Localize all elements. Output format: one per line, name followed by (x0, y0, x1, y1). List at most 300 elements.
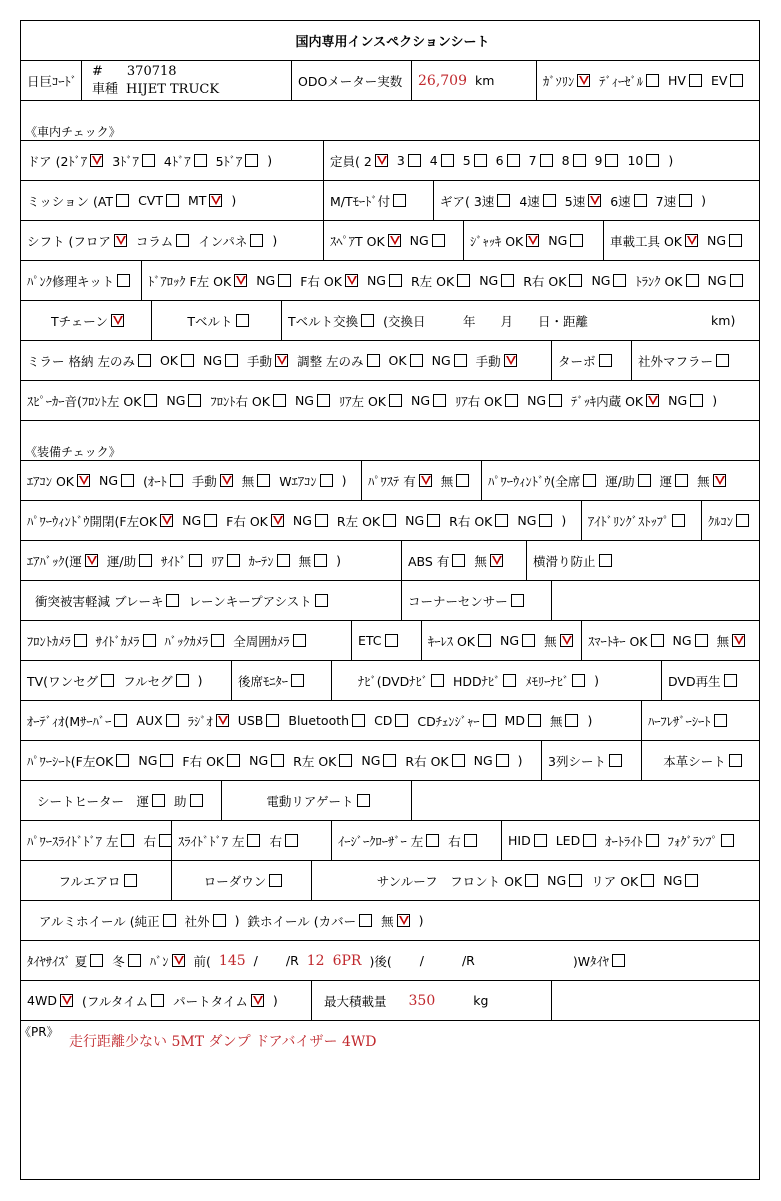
etc (351, 621, 421, 660)
checked-checkbox[interactable] (732, 634, 745, 647)
label: 370718 (126, 63, 177, 79)
label: NG (707, 233, 727, 248)
label: Tベルト交換 (288, 313, 359, 329)
checkbox[interactable] (464, 834, 477, 847)
checkbox[interactable] (121, 834, 134, 847)
checkbox[interactable] (188, 394, 201, 407)
label: (ｵｰﾄ (143, 473, 167, 489)
label: ﾒﾓﾘｰﾅﾋﾞ (525, 673, 570, 689)
checked-checkbox[interactable] (526, 234, 539, 247)
checkbox[interactable] (426, 834, 439, 847)
checkbox[interactable] (583, 834, 596, 847)
checkbox[interactable] (474, 154, 487, 167)
label: ｷｰﾚｽ OK (428, 633, 476, 649)
label: 運/助 (106, 553, 137, 569)
checkbox[interactable] (695, 634, 708, 647)
label: ｽﾍﾟｱT OK (330, 233, 385, 249)
checkbox[interactable] (227, 754, 240, 767)
label: 社外 (184, 913, 210, 929)
checkbox[interactable] (686, 274, 699, 287)
checked-checkbox[interactable] (419, 474, 432, 487)
checkbox[interactable] (116, 194, 129, 207)
checkbox[interactable] (456, 474, 469, 487)
label: NG (500, 633, 520, 648)
label: ｸﾙｺﾝ (708, 513, 734, 529)
checkbox[interactable] (367, 354, 380, 367)
label: ) (272, 993, 278, 1008)
checkbox[interactable] (257, 474, 270, 487)
label: /R (285, 953, 299, 968)
checkbox[interactable] (144, 394, 157, 407)
checkbox[interactable] (569, 874, 582, 887)
checkbox[interactable] (314, 554, 327, 567)
checkbox[interactable] (432, 234, 445, 247)
checkbox[interactable] (359, 914, 372, 927)
checkbox[interactable] (194, 154, 207, 167)
sheet-row (21, 421, 759, 461)
checkbox[interactable] (729, 234, 742, 247)
cruise-control (701, 501, 760, 540)
checkbox[interactable] (457, 274, 470, 287)
checkbox[interactable] (189, 554, 202, 567)
label: NG (182, 513, 202, 528)
checkbox[interactable] (101, 674, 114, 687)
checked-checkbox[interactable] (345, 274, 358, 287)
checkbox[interactable] (269, 874, 282, 887)
checkbox[interactable] (211, 634, 224, 647)
label: ターボ (558, 353, 596, 369)
checked-checkbox[interactable] (216, 714, 229, 727)
corner-sensor (401, 581, 551, 620)
checkbox[interactable] (166, 594, 179, 607)
checkbox[interactable] (361, 314, 374, 327)
checked-checkbox[interactable] (172, 954, 185, 967)
checkbox[interactable] (534, 834, 547, 847)
checkbox[interactable] (539, 514, 552, 527)
checkbox[interactable] (357, 794, 370, 807)
checkbox[interactable] (454, 354, 467, 367)
checkbox[interactable] (672, 514, 685, 527)
label: パートタイム (173, 993, 248, 1009)
checkbox[interactable] (441, 154, 454, 167)
checked-checkbox[interactable] (713, 474, 726, 487)
label: ) (272, 233, 278, 248)
checkbox[interactable] (190, 794, 203, 807)
label: ) (336, 553, 342, 568)
sheet-row (21, 61, 759, 101)
checkbox[interactable] (151, 994, 164, 1007)
checkbox[interactable] (383, 514, 396, 527)
label: ミッション (AT (27, 193, 114, 209)
checkbox[interactable] (121, 474, 134, 487)
label: ﾃﾞｨｰｾﾞﾙ (599, 73, 644, 89)
checkbox[interactable] (170, 474, 183, 487)
checked-checkbox[interactable] (160, 514, 173, 527)
checked-checkbox[interactable] (220, 474, 233, 487)
label: ) (594, 673, 600, 688)
checkbox[interactable] (730, 74, 743, 87)
timing-belt (151, 301, 281, 340)
checkbox[interactable] (483, 714, 496, 727)
label: F右 OK (300, 273, 342, 289)
sheet-row (21, 21, 759, 61)
label: ｱｲﾄﾞﾘﾝｸﾞｽﾄｯﾌﾟ (588, 513, 670, 529)
checkbox[interactable] (497, 194, 510, 207)
label: ﾊﾞﾝ (149, 953, 169, 969)
checkbox[interactable] (339, 754, 352, 767)
checkbox[interactable] (613, 274, 626, 287)
label: 横滑り防止 (533, 553, 596, 569)
checkbox[interactable] (90, 954, 103, 967)
checked-checkbox[interactable] (271, 514, 284, 527)
label: NG (473, 753, 493, 768)
checkbox[interactable] (570, 234, 583, 247)
sheet-row (21, 501, 759, 541)
label: 無 (440, 473, 454, 489)
checkbox[interactable] (213, 914, 226, 927)
checkbox[interactable] (501, 274, 514, 287)
checkbox[interactable] (143, 634, 156, 647)
checkbox[interactable] (634, 194, 647, 207)
label: フルセグ (123, 673, 173, 689)
checked-checkbox[interactable] (577, 74, 590, 87)
label: ﾌｫｸﾞﾗﾝﾌﾟ (667, 833, 718, 849)
label: インパネ (198, 233, 248, 249)
checkbox[interactable] (166, 194, 179, 207)
label: MT (188, 193, 207, 208)
checkbox[interactable] (599, 554, 612, 567)
label: ﾊﾟﾜｰｽﾗｲﾄﾞﾄﾞｱ 左 (27, 833, 119, 849)
checkbox[interactable] (543, 194, 556, 207)
label: ) (668, 153, 674, 168)
label: 手動 (247, 353, 273, 369)
checkbox[interactable] (505, 394, 518, 407)
label: ﾌﾛﾝﾄ右 OK (210, 393, 270, 409)
label: ﾅﾋﾞ(DVDﾅﾋﾞ (358, 673, 428, 689)
label: ｽﾏｰﾄｷｰ OK (588, 633, 648, 649)
checkbox[interactable] (410, 354, 423, 367)
label: NG (138, 753, 158, 768)
checkbox[interactable] (159, 834, 171, 847)
label: NG (548, 233, 568, 248)
checkbox[interactable] (278, 274, 291, 287)
checked-checkbox[interactable] (560, 634, 573, 647)
label: シートヒーター 運 (37, 793, 150, 809)
checked-checkbox[interactable] (490, 554, 503, 567)
abs (401, 541, 526, 580)
label: 車種 (92, 81, 119, 97)
tools (603, 221, 760, 260)
checkbox[interactable] (317, 394, 330, 407)
checkbox[interactable] (528, 714, 541, 727)
checked-checkbox[interactable] (375, 154, 388, 167)
third-row (541, 741, 641, 780)
checkbox[interactable] (583, 474, 596, 487)
checkbox[interactable] (495, 514, 508, 527)
label: 日巨ｺｰﾄﾞ (27, 73, 78, 89)
checkbox[interactable] (285, 834, 298, 847)
label: 8 (561, 153, 570, 168)
half-leather (641, 701, 760, 740)
label: 電動リアゲート (266, 793, 354, 809)
checked-checkbox[interactable] (504, 354, 517, 367)
checkbox[interactable] (266, 714, 279, 727)
label: ﾘｱ (211, 553, 224, 569)
checked-checkbox[interactable] (234, 274, 247, 287)
label: 調整 左のみ (297, 353, 364, 369)
label: ODOメーター実数 (298, 73, 403, 89)
checked-checkbox[interactable] (251, 994, 264, 1007)
label: リア OK (591, 873, 639, 889)
label: コーナーセンサー (408, 593, 508, 609)
checkbox[interactable] (389, 274, 402, 287)
sheet-row (21, 701, 759, 741)
label: NG (292, 513, 312, 528)
checkbox[interactable] (736, 514, 749, 527)
checkbox[interactable] (714, 714, 727, 727)
label: ｶﾞｿﾘﾝ (543, 73, 575, 89)
label: ) (234, 913, 240, 928)
label: 衝突被害軽減 ブレーキ (35, 593, 164, 609)
odo-label (291, 61, 411, 100)
checkbox[interactable] (247, 834, 260, 847)
checkbox[interactable] (511, 594, 524, 607)
checkbox[interactable] (565, 714, 578, 727)
checkbox[interactable] (612, 954, 625, 967)
checkbox[interactable] (389, 394, 402, 407)
label: シフト (フロア (27, 233, 111, 249)
checkbox[interactable] (507, 154, 520, 167)
checkbox[interactable] (160, 754, 173, 767)
label: ﾃﾞｯｷ内蔵 OK (571, 393, 644, 409)
label: ｽﾗｲﾄﾞﾄﾞｱ 左 (178, 833, 245, 849)
checkbox[interactable] (605, 154, 618, 167)
label: NG (663, 873, 683, 888)
label: ﾗｼﾞｵ (187, 713, 213, 729)
label: NG (479, 273, 499, 288)
checkbox[interactable] (142, 154, 155, 167)
checkbox[interactable] (236, 314, 249, 327)
checked-checkbox[interactable] (60, 994, 73, 1007)
label: ) (197, 673, 203, 688)
checkbox[interactable] (721, 834, 734, 847)
checkbox[interactable] (599, 354, 612, 367)
blank (411, 781, 760, 820)
sheet-row (21, 941, 759, 981)
checked-checkbox[interactable] (77, 474, 90, 487)
checkbox[interactable] (293, 634, 306, 647)
checkbox[interactable] (452, 754, 465, 767)
checkbox[interactable] (124, 874, 137, 887)
checkbox[interactable] (675, 474, 688, 487)
checkbox[interactable] (540, 154, 553, 167)
checkbox[interactable] (291, 674, 304, 687)
mt-mode (323, 181, 433, 220)
label: 3ﾄﾞｱ (112, 153, 139, 169)
label: 7 (528, 153, 537, 168)
easy-closer (331, 821, 501, 860)
checkbox[interactable] (408, 154, 421, 167)
checkbox[interactable] (522, 634, 535, 647)
mirror (21, 341, 551, 380)
checked-checkbox[interactable] (397, 914, 410, 927)
checked-checkbox[interactable] (388, 234, 401, 247)
checkbox[interactable] (641, 874, 654, 887)
door-lock (141, 261, 760, 300)
label: 国内専用インスペクションシート (295, 35, 490, 50)
full-aero (21, 861, 171, 900)
sheet-row (21, 981, 759, 1021)
checkbox[interactable] (572, 674, 585, 687)
checkbox[interactable] (730, 274, 743, 287)
label: NG (547, 873, 567, 888)
checkbox[interactable] (166, 714, 179, 727)
checkbox[interactable] (395, 714, 408, 727)
checkbox[interactable] (433, 394, 446, 407)
checkbox[interactable] (383, 754, 396, 767)
label: R右 OK (449, 513, 493, 529)
door-count (21, 141, 323, 180)
label: Bluetooth (288, 713, 350, 728)
checkbox[interactable] (315, 514, 328, 527)
checkbox[interactable] (729, 754, 742, 767)
label: 7速 (655, 193, 677, 209)
label: ﾊﾟﾜｰｼｰﾄ(F左OK (27, 753, 114, 769)
checkbox[interactable] (716, 354, 729, 367)
label: ｵｰﾃﾞｨｵ(Mｻｰﾊﾞｰ (27, 713, 112, 729)
checkbox[interactable] (431, 674, 444, 687)
checkbox[interactable] (277, 554, 290, 567)
checkbox[interactable] (689, 74, 702, 87)
checkbox[interactable] (250, 234, 263, 247)
checked-checkbox[interactable] (646, 394, 659, 407)
checkbox[interactable] (227, 554, 240, 567)
checked-checkbox[interactable] (114, 234, 127, 247)
checkbox[interactable] (679, 194, 692, 207)
label: 無 (241, 473, 255, 489)
checkbox[interactable] (724, 674, 737, 687)
turbo (551, 341, 631, 380)
checkbox[interactable] (690, 394, 703, 407)
checkbox[interactable] (503, 674, 516, 687)
power-slide-door (21, 821, 171, 860)
checkbox[interactable] (569, 274, 582, 287)
checkbox[interactable] (271, 754, 284, 767)
checked-checkbox[interactable] (209, 194, 222, 207)
checked-checkbox[interactable] (588, 194, 601, 207)
checkbox[interactable] (685, 874, 698, 887)
label: km (475, 73, 495, 88)
slide-door (171, 821, 331, 860)
checkbox[interactable] (573, 154, 586, 167)
checked-checkbox[interactable] (275, 354, 288, 367)
checkbox[interactable] (609, 754, 622, 767)
checkbox[interactable] (152, 794, 165, 807)
cameras (21, 621, 351, 660)
checkbox[interactable] (181, 354, 194, 367)
checkbox[interactable] (320, 474, 333, 487)
sheet-row (21, 301, 759, 341)
sheet-row (21, 581, 759, 621)
checkbox[interactable] (116, 754, 129, 767)
checkbox[interactable] (393, 194, 406, 207)
label: km) (711, 313, 736, 328)
label: 本革シート (663, 753, 726, 769)
label: NG (366, 273, 386, 288)
checkbox[interactable] (138, 354, 151, 367)
label: / (253, 953, 258, 968)
sheet-row (21, 541, 759, 581)
label: ETC (358, 633, 382, 648)
checkbox[interactable] (427, 514, 440, 527)
checkbox[interactable] (651, 634, 664, 647)
label: ) (587, 713, 593, 728)
label: ﾊﾞｯｸｶﾒﾗ (164, 633, 209, 649)
checkbox[interactable] (273, 394, 286, 407)
checked-checkbox[interactable] (85, 554, 98, 567)
checkbox[interactable] (646, 74, 659, 87)
checkbox[interactable] (128, 954, 141, 967)
label: ﾄﾞｱﾛｯｸ F左 OK (148, 273, 232, 289)
checkbox[interactable] (176, 234, 189, 247)
checkbox[interactable] (163, 914, 176, 927)
sheet-row (21, 261, 759, 301)
checkbox[interactable] (114, 714, 127, 727)
checkbox[interactable] (245, 154, 258, 167)
label: ローダウン (203, 873, 267, 889)
label: (フルタイム (81, 993, 149, 1009)
checked-checkbox[interactable] (111, 314, 124, 327)
checked-checkbox[interactable] (685, 234, 698, 247)
label: NG (409, 233, 429, 248)
checkbox[interactable] (452, 554, 465, 567)
checked-checkbox[interactable] (90, 154, 103, 167)
checkbox[interactable] (646, 154, 659, 167)
max-load (311, 981, 551, 1020)
navigation (331, 661, 661, 700)
label: OK (388, 353, 407, 368)
checkbox[interactable] (204, 514, 217, 527)
checkbox[interactable] (638, 474, 651, 487)
label: ) (267, 153, 273, 168)
checkbox[interactable] (525, 874, 538, 887)
checkbox[interactable] (385, 634, 398, 647)
sheet-row (21, 621, 759, 661)
label: ｼﾞｬｯｷ OK (470, 233, 524, 249)
checkbox[interactable] (225, 354, 238, 367)
checkbox[interactable] (352, 714, 365, 727)
checkbox[interactable] (139, 554, 152, 567)
checkbox[interactable] (646, 834, 659, 847)
label: ﾊﾟﾜｰｳｨﾝﾄﾞｳ開閉(F左OK (27, 513, 158, 529)
checkbox[interactable] (496, 754, 509, 767)
checkbox[interactable] (315, 594, 328, 607)
label: 4WD (27, 993, 57, 1008)
label: CVT (138, 193, 163, 208)
checkbox[interactable] (478, 634, 491, 647)
power-steering (361, 461, 481, 500)
checkbox[interactable] (74, 634, 87, 647)
checkbox[interactable] (117, 274, 130, 287)
label: 無 (697, 473, 710, 489)
rear-monitor (231, 661, 331, 700)
tv (21, 661, 231, 700)
section-header: 《車内チェック》 (25, 125, 121, 139)
checkbox[interactable] (549, 394, 562, 407)
checkbox[interactable] (176, 674, 189, 687)
label: ｴｱﾊﾞｯｸ(運 (27, 553, 82, 569)
label: ｶｰﾃﾝ (248, 553, 274, 569)
